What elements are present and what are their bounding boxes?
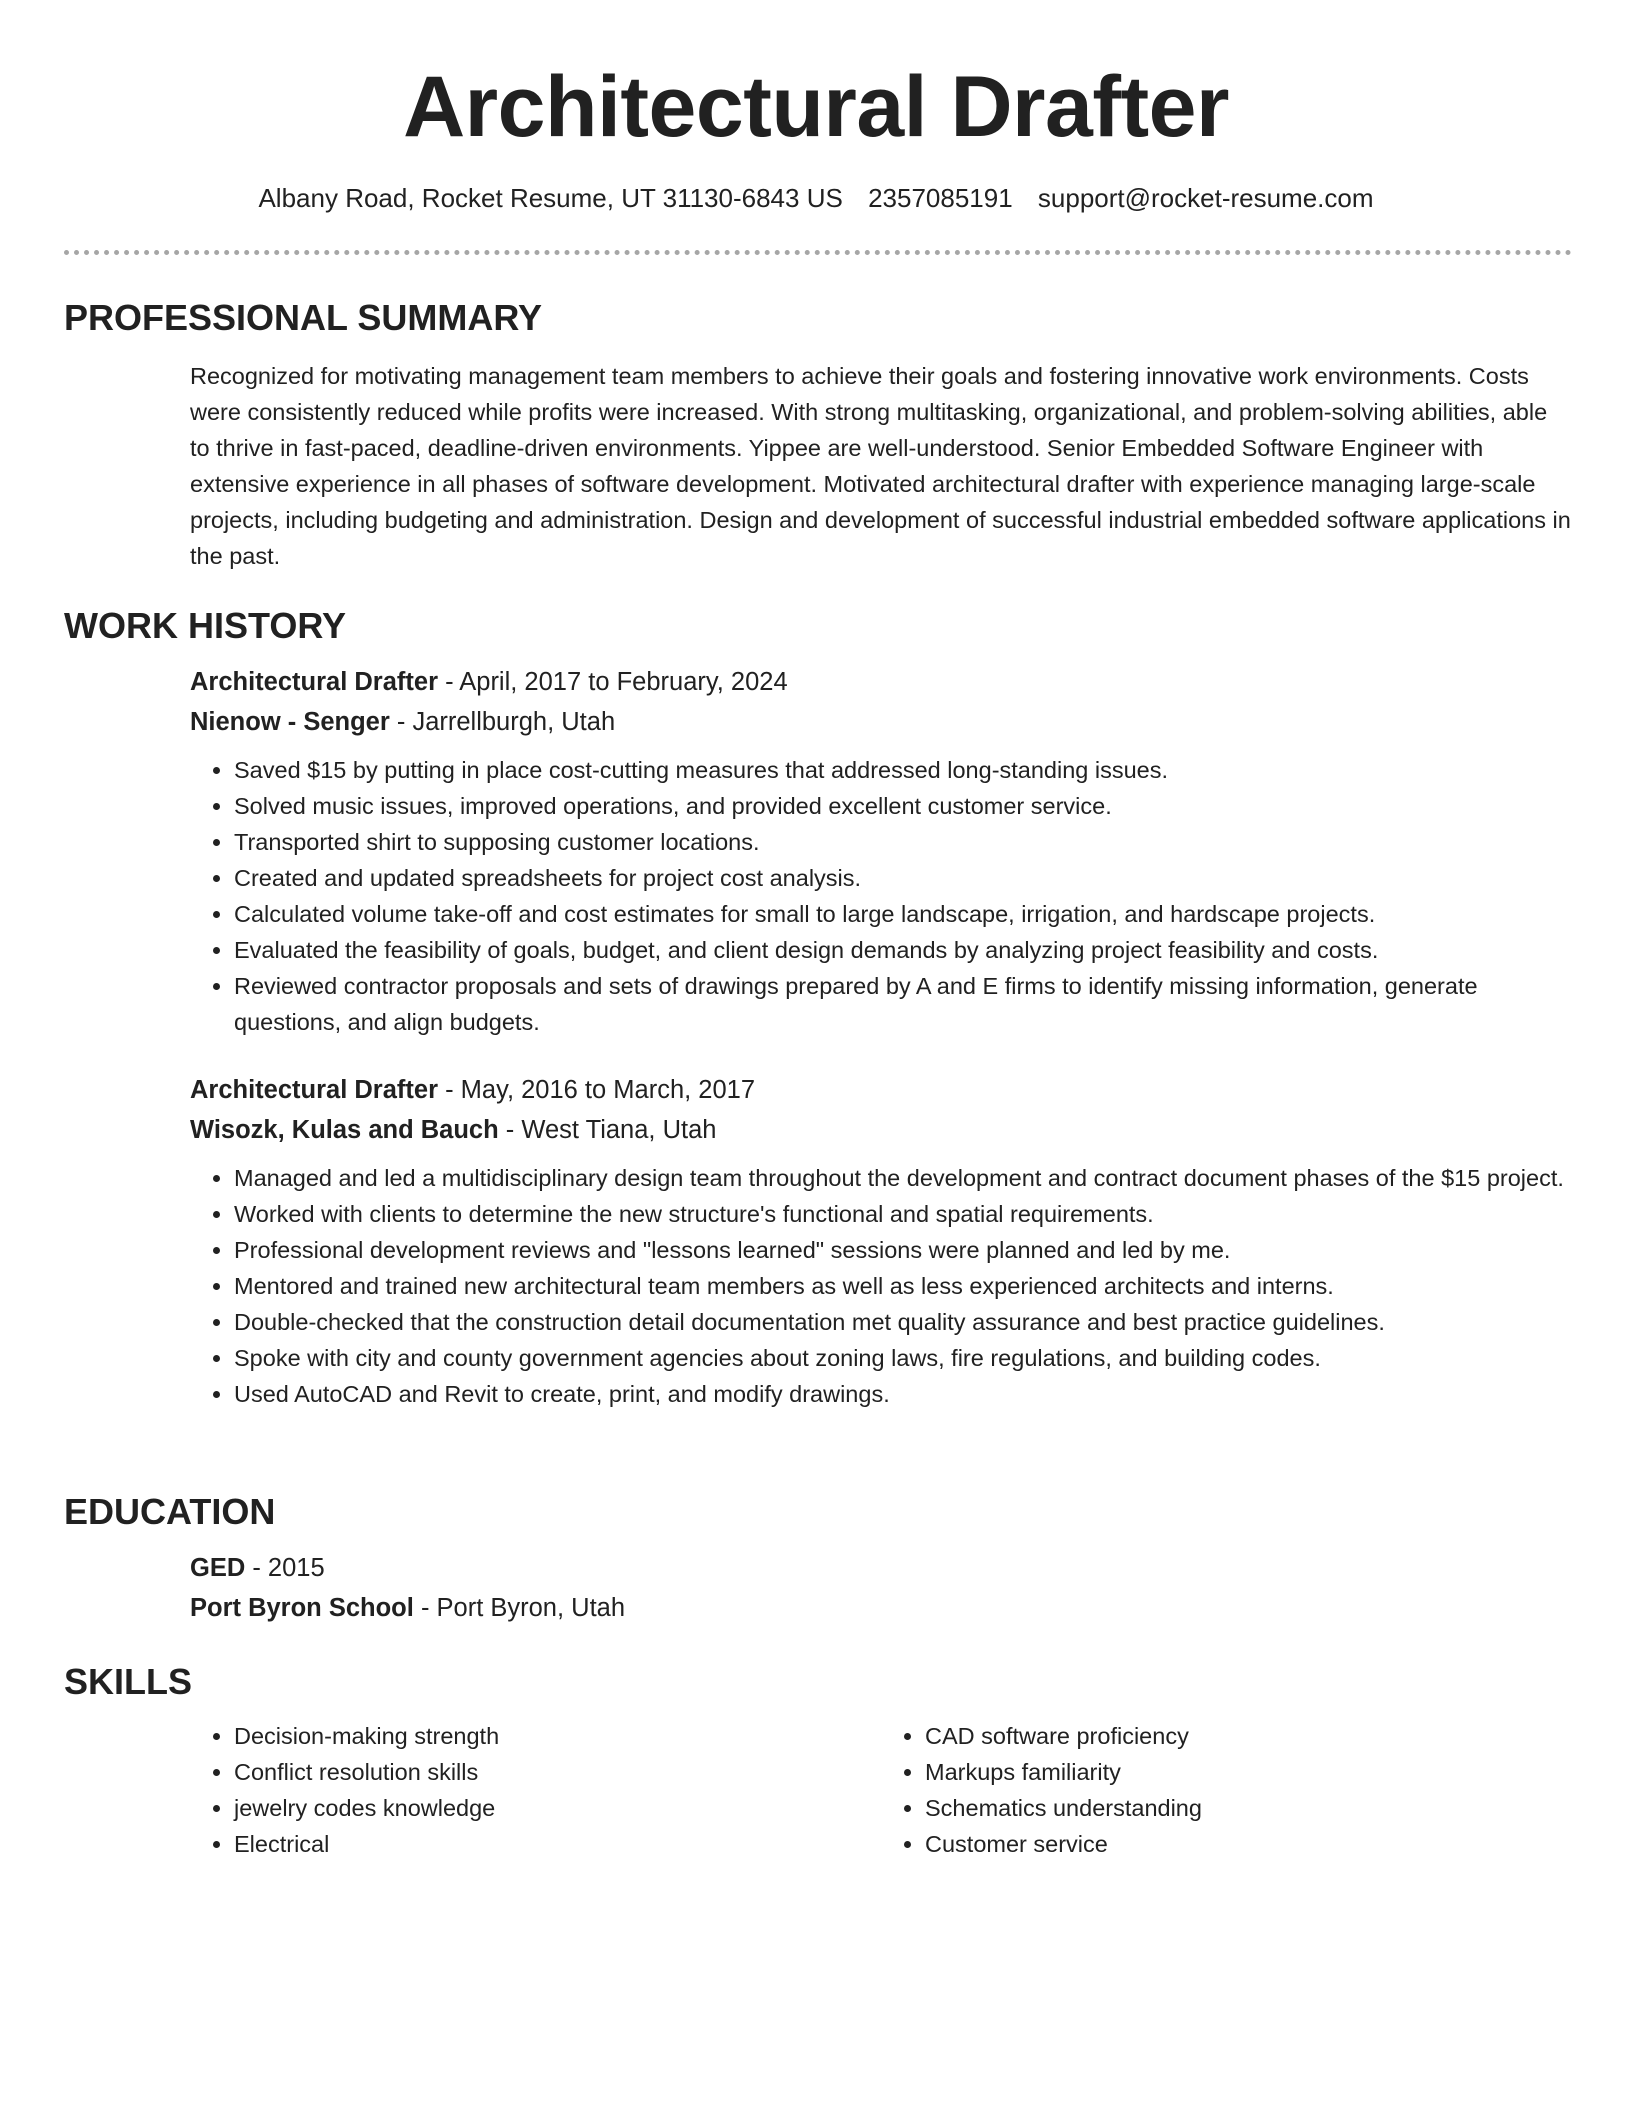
job-company-line [190,702,1572,742]
education-section [64,1488,1572,1628]
education-location: - Port Byron, Utah [413,1594,626,1622]
job-company: Nienow - Senger [190,708,390,736]
job-entry [190,662,1572,1040]
summary-heading: PROFESSIONAL SUMMARY [64,297,543,338]
job-dates: - April, 2017 to February, 2024 [438,668,788,696]
summary-section [64,294,1572,574]
contact-line [0,180,1632,216]
job-role: Architectural Drafter [190,668,438,696]
work-history-section [64,602,1572,1412]
skills-list-right [881,1718,1572,1862]
job-bullet: • Managed and led a multidisciplinary design team throughout the development and contract document phases of the $15 project. [234,1160,1572,1196]
job-bullet: • Saved $15 by putting in place cost-cutting measures that addressed long-standing issues. [234,752,1572,788]
contact-address: Albany Road, Rocket Resume, UT 31130-6843 US [258,183,843,213]
job-bullet: • Mentored and trained new architectural team members as well as less experienced architects and interns. [234,1268,1572,1304]
job-bullet: • Transported shirt to supposing customer locations. [234,824,1572,860]
job-title-line [190,1070,1572,1110]
education-heading: EDUCATION [64,1491,276,1532]
job-bullet: • Solved music issues, improved operations, and provided excellent customer service. [234,788,1572,824]
job-bullet: • Calculated volume take-off and cost estimates for small to large landscape, irrigation, and hardscape projects. [234,896,1572,932]
job-company-line [190,1110,1572,1150]
skill-item: • Electrical [234,1826,881,1862]
job-bullet: • Double-checked that the construction detail documentation met quality assurance and best practice guidelines. [234,1304,1572,1340]
job-bullet: • Worked with clients to determine the new structure's functional and spatial requirements. [234,1196,1572,1232]
skill-item: • Customer service [925,1826,1572,1862]
header-divider [64,250,1572,255]
skills-section [64,1658,1572,1862]
job-bullet: • Professional development reviews and "lessons learned" sessions were planned and led by me. [234,1232,1572,1268]
job-role: Architectural Drafter [190,1076,438,1104]
education-school-line [190,1588,1572,1628]
job-bullet: • Created and updated spreadsheets for project cost analysis. [234,860,1572,896]
job-title-line [190,662,1572,702]
skill-item: • Schematics understanding [925,1790,1572,1826]
job-location: - West Tiana, Utah [498,1116,717,1144]
education-school: Port Byron School [190,1594,414,1622]
skill-item: • Markups familiarity [925,1754,1572,1790]
job-entry [190,1070,1572,1412]
job-bullets [190,1160,1572,1412]
job-bullet: • Used AutoCAD and Revit to create, print, and modify drawings. [234,1376,1572,1412]
job-bullet: • Spoke with city and county government agencies about zoning laws, fire regulations, and building codes. [234,1340,1572,1376]
education-degree-line [190,1548,1572,1588]
skills-columns [190,1718,1572,1862]
job-company: Wisozk, Kulas and Bauch [190,1116,499,1144]
education-year: - 2015 [245,1554,325,1582]
skill-item: • jewelry codes knowledge [234,1790,881,1826]
skill-item: • Decision-making strength [234,1718,881,1754]
skill-item: • Conflict resolution skills [234,1754,881,1790]
job-bullet: • Evaluated the feasibility of goals, budget, and client design demands by analyzing project feasibility and costs. [234,932,1572,968]
contact-phone: 2357085191 [868,183,1013,213]
skills-list-left [190,1718,881,1862]
skill-item: • CAD software proficiency [925,1718,1572,1754]
resume-title: Architectural Drafter [403,59,1229,155]
job-bullets [190,752,1572,1040]
summary-text: Recognized for motivating management team members to achieve their goals and fostering innovative work environments. Costs were consistently reduced while profits were increased. With strong multitasking, organizational, and problem-solving abilities, able to thrive in fast-paced, deadline-driven environments. Yippee are well-understood. Senior Embedded Software Engineer with extensive experience in all phases of software development. Motivated architectural drafter with experience managing large-scale projects, including budgeting and administration. Design and development of successful industrial embedded software applications in the past. [190,363,1571,569]
skills-heading: SKILLS [64,1661,193,1702]
work-history-heading: WORK HISTORY [64,605,347,646]
contact-email: support@rocket-resume.com [1037,183,1374,213]
job-location: - Jarrellburgh, Utah [389,708,616,736]
education-entry [190,1548,1572,1628]
education-degree: GED [190,1554,246,1582]
job-bullet: • Reviewed contractor proposals and sets of drawings prepared by A and E firms to identify missing information, generate questions, and align budgets. [234,968,1572,1040]
job-dates: - May, 2016 to March, 2017 [438,1076,756,1104]
